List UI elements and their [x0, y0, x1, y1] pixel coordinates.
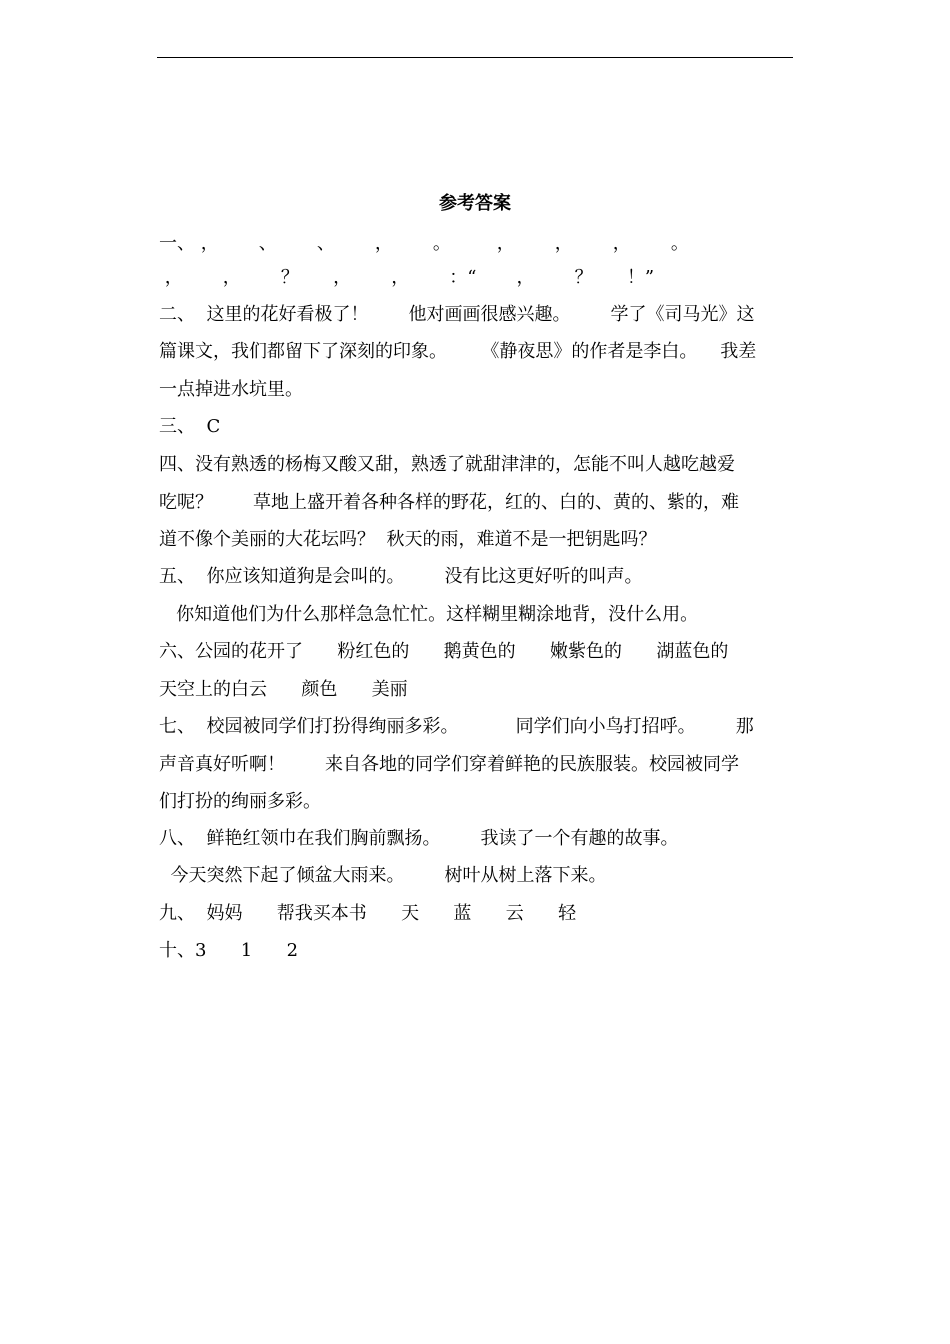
answer-line-15: 声音真好听啊！ 来自各地的同学们穿着鲜艳的民族服装。校园被同学 — [159, 754, 740, 775]
answer-line-4: 篇课文，我们都留下了深刻的印象。 《静夜思》的作者是李白。 我差 — [159, 341, 757, 362]
page-title: 参考答案 — [439, 193, 511, 214]
answer-line-12: 六、公园的花开了 粉红色的 鹅黄色的 嫩紫色的 湖蓝色的 — [159, 641, 729, 662]
answer-line-18: 今天突然下起了倾盆大雨来。 树叶从树上落下来。 — [159, 865, 607, 886]
answer-line-5: 一点掉进水坑里。 — [159, 379, 303, 400]
answer-line-13: 天空上的白云 颜色 美丽 — [159, 679, 408, 700]
answer-line-17: 八、 鲜艳红领巾在我们胸前飘扬。 我读了一个有趣的故事。 — [159, 828, 679, 849]
answer-line-14: 七、 校园被同学们打扮得绚丽多彩。 同学们向小鸟打招呼。 那 — [159, 716, 754, 737]
answer-line-8: 吃呢？ 草地上盛开着各种各样的野花，红的、白的、黄的、紫的，难 — [159, 492, 740, 513]
answer-line-9: 道不像个美丽的大花坛吗？ 秋天的雨，难道不是一把钥匙吗？ — [159, 529, 657, 550]
answer-line-11: 你知道他们为什么那样急急忙忙。这样糊里糊涂地背，没什么用。 — [159, 604, 699, 625]
answer-line-6: 三、 C — [159, 416, 221, 437]
header-rule — [157, 57, 793, 58]
answer-line-10: 五、 你应该知道狗是会叫的。 没有比这更好听的叫声。 — [159, 566, 643, 587]
answer-line-16: 们打扮的绚丽多彩。 — [159, 791, 321, 812]
answer-line-19: 九、 妈妈 帮我买本书 天 蓝 云 轻 — [159, 903, 577, 924]
answer-line-1: 一、 ， 、 、 ， 。 ， ， ， 。 — [159, 233, 689, 254]
answer-line-2: ， ， ？ ， ， ：“ ， ？ ！” — [159, 267, 655, 288]
answer-line-20: 十、3 1 2 — [159, 940, 299, 961]
answer-line-7: 四、没有熟透的杨梅又酸又甜，熟透了就甜津津的，怎能不叫人越吃越爱 — [159, 454, 735, 475]
answer-line-3: 二、 这里的花好看极了！ 他对画画很感兴趣。 学了《司马光》这 — [159, 304, 755, 325]
